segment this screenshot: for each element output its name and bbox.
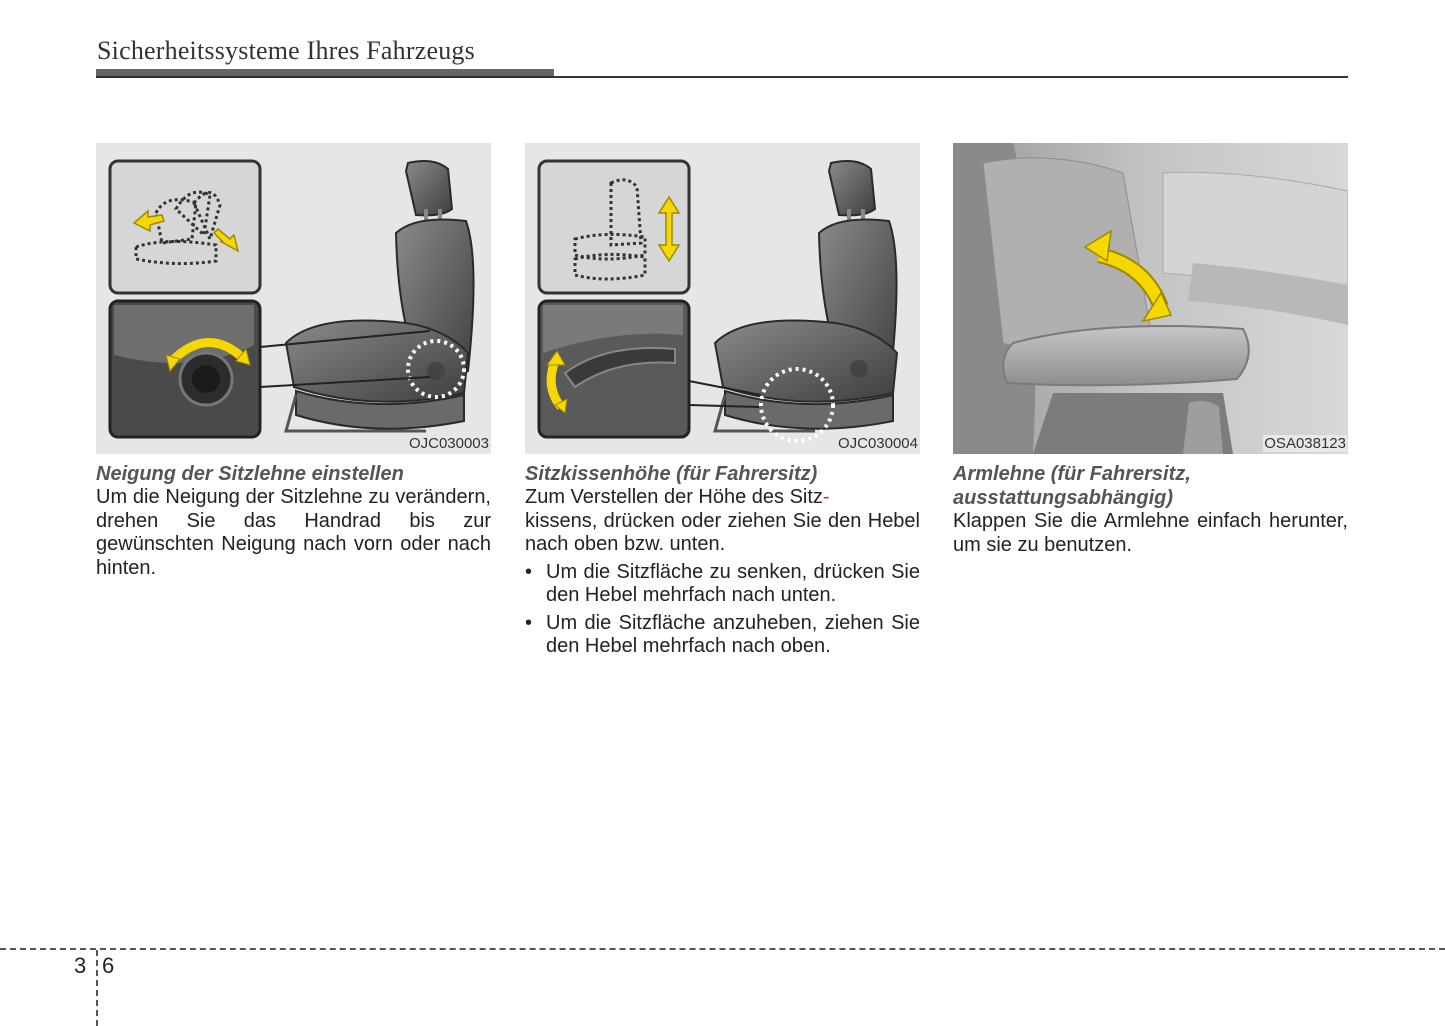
list-item — [525, 612, 920, 659]
page-number: 6 — [102, 953, 115, 978]
list-item — [525, 561, 920, 608]
soft-hyphen: - — [822, 486, 830, 508]
body-text-part: Zum Verstellen der Höhe des Sitz — [525, 486, 823, 508]
section-body: Um die Neigung der Sitzlehne zu verändern, drehen Sie das Handrad bis zur gewünschten Neigung nach vorn oder nach hinten. — [96, 486, 491, 579]
section-seatback-recline — [96, 143, 491, 580]
figure-seatback-recline — [96, 143, 491, 454]
section-armrest — [953, 143, 1348, 557]
section-heading — [953, 462, 1348, 510]
seat-height-illustration — [525, 143, 920, 454]
header-title: Sicherheitssysteme Ihres Fahrzeugs — [97, 36, 475, 65]
footer-divider — [96, 950, 98, 1026]
footer-rule — [0, 948, 1445, 950]
section-heading: Sitzkissenhöhe (für Fahrersitz) — [525, 463, 818, 485]
list-item-text: Um die Sitzfläche zu senken, drücken Sie den Hebel mehrfach nach unten. — [546, 560, 920, 606]
figure-code: OSA038123 — [1264, 435, 1346, 452]
bullet-icon: • — [525, 560, 533, 583]
section-cushion-height — [525, 143, 920, 663]
section-body — [525, 486, 920, 557]
section-number: 3 — [74, 953, 87, 978]
seat-recline-illustration — [96, 143, 491, 454]
armrest-illustration — [953, 143, 1348, 454]
figure-code: OJC030004 — [837, 435, 918, 452]
header-rule — [96, 76, 1348, 78]
figure-cushion-height — [525, 143, 920, 454]
bullet-list — [525, 561, 920, 659]
heading-line: Armlehne (für Fahrersitz, — [953, 463, 1191, 485]
bullet-icon: • — [525, 611, 533, 634]
section-body: Klappen Sie die Armlehne einfach herunter, um sie zu benutzen. — [953, 510, 1348, 556]
section-heading: Neigung der Sitzlehne einstellen — [96, 463, 404, 485]
list-item-text: Um die Sitzfläche anzuheben, ziehen Sie den Hebel mehrfach nach oben. — [546, 611, 920, 657]
figure-code: OJC030003 — [408, 435, 489, 452]
figure-armrest — [953, 143, 1348, 454]
heading-line: ausstattungsabhängig) — [953, 487, 1174, 509]
body-text-part: kissens, drücken oder ziehen Sie den Hebel nach oben bzw. unten. — [525, 509, 920, 555]
